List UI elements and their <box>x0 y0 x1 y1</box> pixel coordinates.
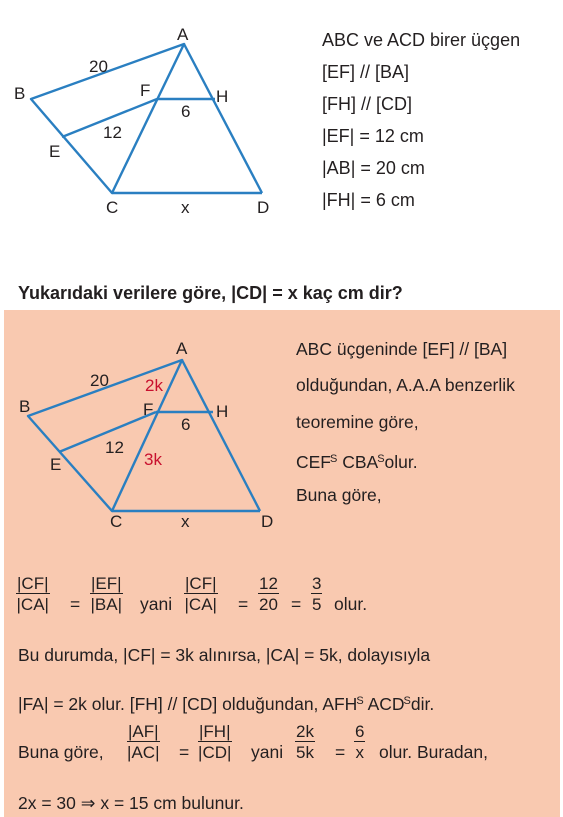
given-item: |AB| = 20 cm <box>322 158 425 178</box>
label-a: A <box>176 339 188 358</box>
solution-line-4 <box>296 448 418 473</box>
solution-figure <box>4 332 294 532</box>
denominator: 20 <box>259 595 278 614</box>
label-e: E <box>50 455 62 474</box>
fraction-ef-ba <box>90 574 123 615</box>
numerator: |CF| <box>17 574 49 593</box>
label-c: C <box>106 198 119 217</box>
equals-sign: = <box>291 594 302 614</box>
fraction-2k-5k <box>295 722 315 763</box>
label-h: H <box>216 87 229 106</box>
olur-word: olur. <box>384 452 418 472</box>
measure-cd: x <box>181 512 190 531</box>
numerator: 3 <box>312 574 322 593</box>
final-line <box>18 792 244 814</box>
segment-ad <box>184 44 262 193</box>
question: Yukarıdaki verilere göre, |CD| = x kaç cm dir? <box>18 283 403 303</box>
measure-ab: 20 <box>90 371 109 390</box>
given-item: |EF| = 12 cm <box>322 126 424 146</box>
fraction-af-ac <box>127 722 160 763</box>
numerator: 6 <box>355 722 365 741</box>
given-item: [EF] // [BA] <box>322 62 410 82</box>
measure-fh: 6 <box>181 415 191 434</box>
similar-symbol: S <box>356 695 364 707</box>
fraction-cf-ca <box>16 574 50 615</box>
solution-line-1: ABC üçgeninde [EF] // [BA] <box>296 339 508 359</box>
line-fa <box>18 690 434 715</box>
label-b: B <box>14 84 26 103</box>
fraction-fh-cd <box>198 722 232 763</box>
triangle-cef: CEF <box>296 452 331 472</box>
denominator: 5k <box>296 743 314 762</box>
implies-arrow: ⇒ <box>80 793 96 813</box>
label-f: F <box>143 400 154 419</box>
measure-ab: 20 <box>89 57 108 76</box>
equals-sign: = <box>238 594 249 614</box>
fraction-6-x <box>354 722 365 763</box>
measure-cd: x <box>181 198 190 217</box>
solution-panel <box>4 310 560 817</box>
numerator: |AF| <box>128 722 159 741</box>
numerator: |CF| <box>185 574 217 593</box>
solution-line-2: olduğundan, A.A.A benzerlik <box>296 375 515 395</box>
result-text: x = 15 cm bulunur. <box>100 793 244 813</box>
numerator: 12 <box>259 574 278 593</box>
denominator: 5 <box>312 595 322 614</box>
denominator: |BA| <box>90 595 123 614</box>
label-b: B <box>19 397 31 416</box>
fraction-12-20 <box>258 574 279 615</box>
denominator: x <box>355 743 364 762</box>
line-fa-text: |FA| = 2k olur. [FH] // [CD] olduğundan, AFH <box>18 694 358 714</box>
equals-sign: = <box>70 594 81 614</box>
label-a: A <box>177 25 189 44</box>
top-figure <box>0 20 290 225</box>
measure-af: 2k <box>145 376 163 395</box>
denominator: |CA| <box>16 595 49 614</box>
label-h: H <box>216 402 229 421</box>
label-d: D <box>257 198 270 217</box>
segment-ad <box>182 360 260 511</box>
olur-word: olur. <box>334 594 368 614</box>
fraction-cf-ca-2 <box>184 574 218 615</box>
triangle-acd: ACD <box>367 694 405 714</box>
label-e: E <box>49 142 61 161</box>
label-f: F <box>140 81 151 100</box>
yani-word: yani <box>251 742 284 762</box>
given-item: |FH| = 6 cm <box>322 190 415 210</box>
equals-sign: = <box>335 742 346 762</box>
measure-ef: 12 <box>103 123 122 142</box>
numerator: 2k <box>296 722 314 741</box>
yani-word: yani <box>140 594 173 614</box>
denominator: |CA| <box>184 595 217 614</box>
measure-fh: 6 <box>181 102 191 121</box>
denominator: |AC| <box>127 743 160 762</box>
olur-buradan: olur. Buradan, <box>379 742 488 762</box>
triangle-cba: CBA <box>342 452 379 472</box>
measure-fc: 3k <box>144 450 162 469</box>
line-bu-durumda: Bu durumda, |CF| = 3k alınırsa, |CA| = 5k, dolayısıyla <box>18 645 431 665</box>
denominator: |CD| <box>198 743 232 762</box>
similar-symbol: S <box>330 453 338 465</box>
solution-line-5: Buna göre, <box>296 485 382 505</box>
similar-symbol: S <box>377 453 385 465</box>
buna-gore-lead: Buna göre, <box>18 742 104 762</box>
given-item: ABC ve ACD birer üçgen <box>322 30 521 50</box>
solution-line-3: teoremine göre, <box>296 412 419 432</box>
fraction-3-5 <box>311 574 322 615</box>
dir-word: dir. <box>410 694 435 714</box>
equals-sign: = <box>179 742 190 762</box>
measure-ef: 12 <box>105 438 124 457</box>
given-item: [FH] // [CD] <box>322 94 412 114</box>
similar-symbol: S <box>403 695 411 707</box>
label-c: C <box>110 512 123 531</box>
numerator: |FH| <box>199 722 231 741</box>
equation-2x: 2x = 30 <box>18 793 76 813</box>
numerator: |EF| <box>91 574 122 593</box>
label-d: D <box>261 512 274 531</box>
